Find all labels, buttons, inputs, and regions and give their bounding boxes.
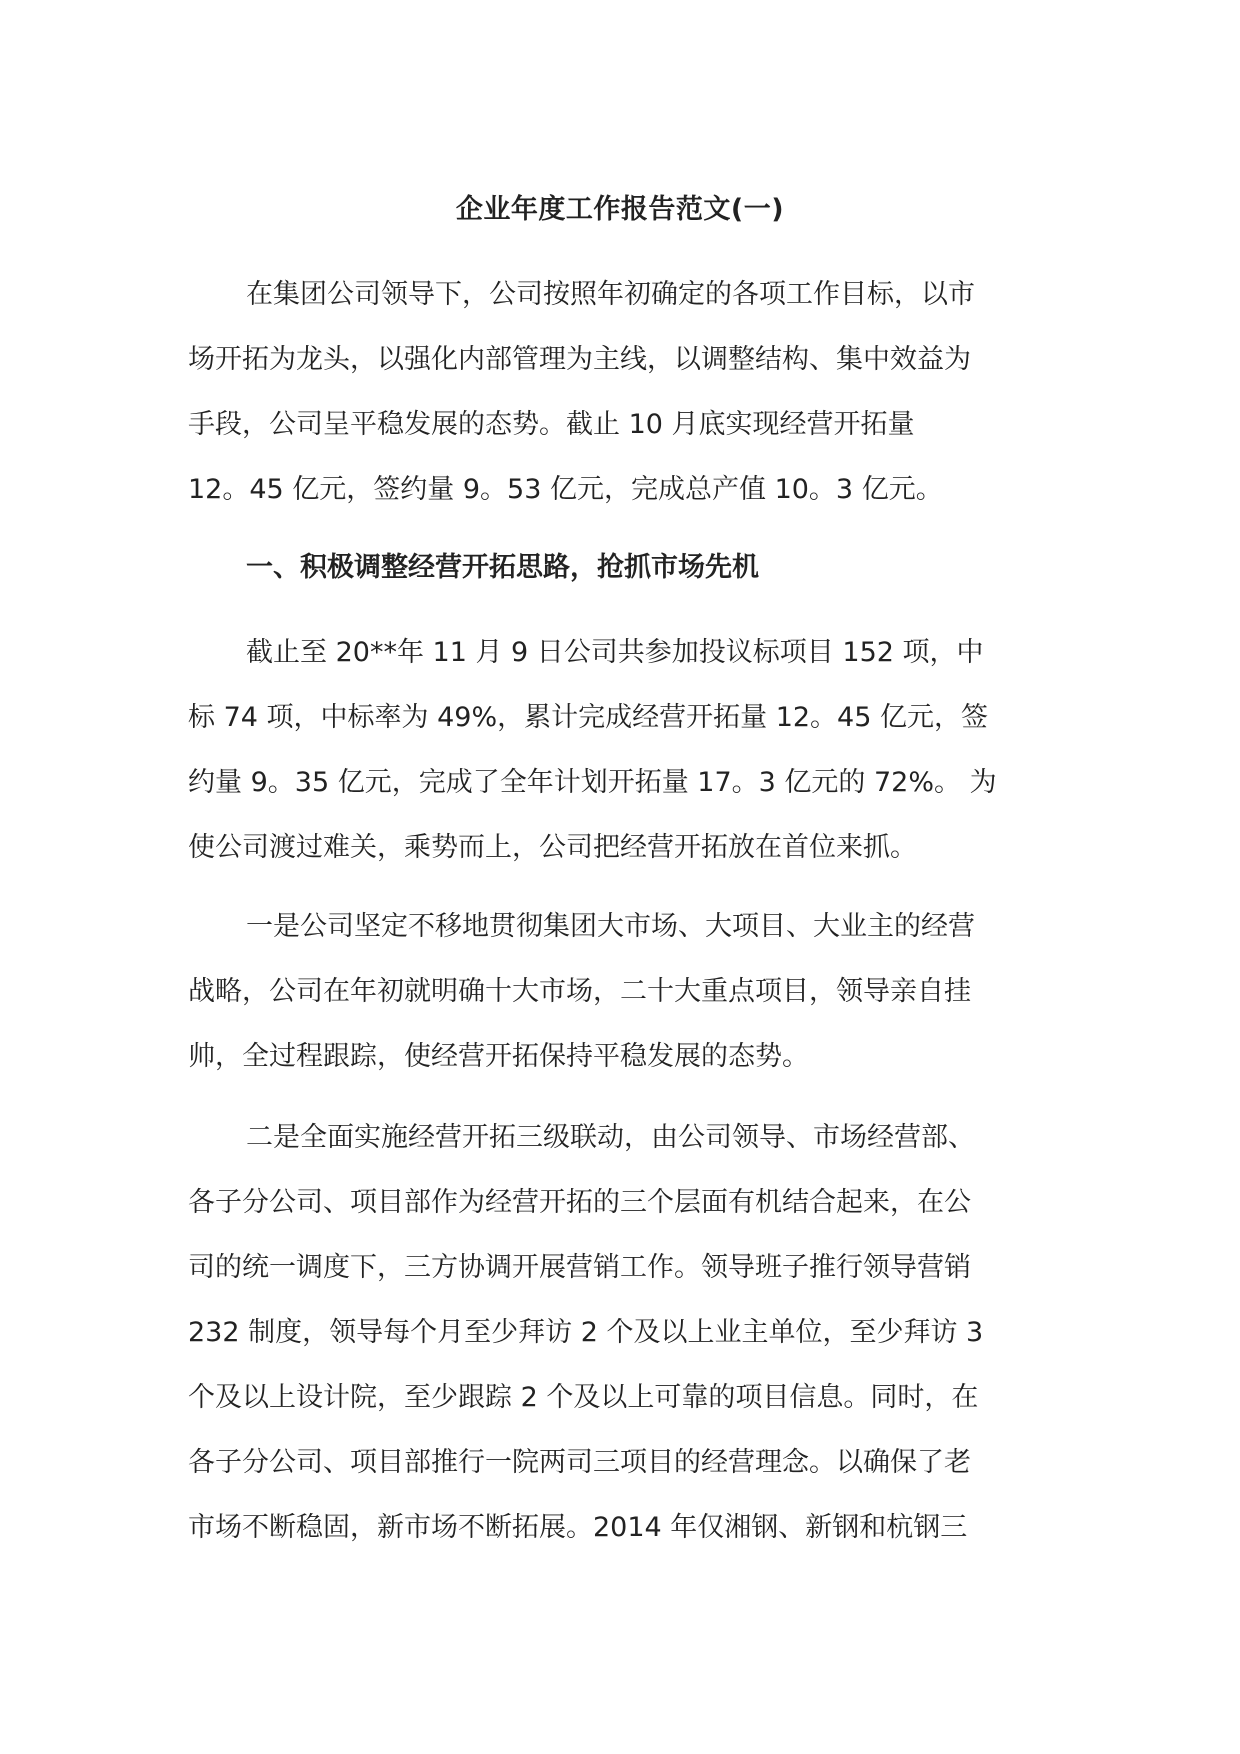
paragraph-line: 使公司渡过难关，乘势而上，公司把经营开拓放在首位来抓。 <box>188 832 917 863</box>
body-paragraph <box>188 894 1048 1089</box>
paragraph-line: 12。45 亿元，签约量 9。53 亿元，完成总产值 10。3 亿元。 <box>188 474 943 505</box>
paragraph-line: 战略，公司在年初就明确十大市场，二十大重点项目，领导亲自挂 <box>188 976 971 1007</box>
paragraph-line: 二是全面实施经营开拓三级联动，由公司领导、市场经营部、 <box>246 1122 975 1153</box>
paragraph-line: 标 74 项，中标率为 49%，累计完成经营开拓量 12。45 亿元，签 <box>188 702 988 733</box>
paragraph-line: 帅，全过程跟踪，使经营开拓保持平稳发展的态势。 <box>188 1041 809 1072</box>
paragraph-line: 市场不断稳固，新市场不断拓展。2014 年仅湘钢、新钢和杭钢三 <box>188 1512 968 1543</box>
section-heading: 一、积极调整经营开拓思路，抢抓市场先机 <box>246 552 759 583</box>
paragraph-line: 场开拓为龙头，以强化内部管理为主线，以调整结构、集中效益为 <box>188 344 971 375</box>
paragraph-line: 约量 9。35 亿元，完成了全年计划开拓量 17。3 亿元的 72%。 为 <box>188 767 997 798</box>
body-paragraph <box>188 620 1048 880</box>
paragraph-line: 手段，公司呈平稳发展的态势。截止 10 月底实现经营开拓量 <box>188 409 915 440</box>
paragraph-line: 一是公司坚定不移地贯彻集团大市场、大项目、大业主的经营 <box>246 911 975 942</box>
document-title: 企业年度工作报告范文(一) <box>455 194 785 225</box>
paragraph-line: 232 制度，领导每个月至少拜访 2 个及以上业主单位，至少拜访 3 <box>188 1317 984 1348</box>
paragraph-line: 截止至 20**年 11 月 9 日公司共参加投议标项目 152 项，中 <box>246 637 984 668</box>
intro-paragraph <box>188 262 1048 522</box>
paragraph-line: 司的统一调度下，三方协调开展营销工作。领导班子推行领导营销 <box>188 1252 971 1283</box>
paragraph-line: 在集团公司领导下，公司按照年初确定的各项工作目标，以市 <box>246 279 975 310</box>
paragraph-line: 各子分公司、项目部作为经营开拓的三个层面有机结合起来，在公 <box>188 1187 971 1218</box>
paragraph-line: 各子分公司、项目部推行一院两司三项目的经营理念。以确保了老 <box>188 1447 971 1478</box>
paragraph-line: 个及以上设计院，至少跟踪 2 个及以上可靠的项目信息。同时，在 <box>188 1382 979 1413</box>
body-paragraph <box>188 1105 1048 1560</box>
